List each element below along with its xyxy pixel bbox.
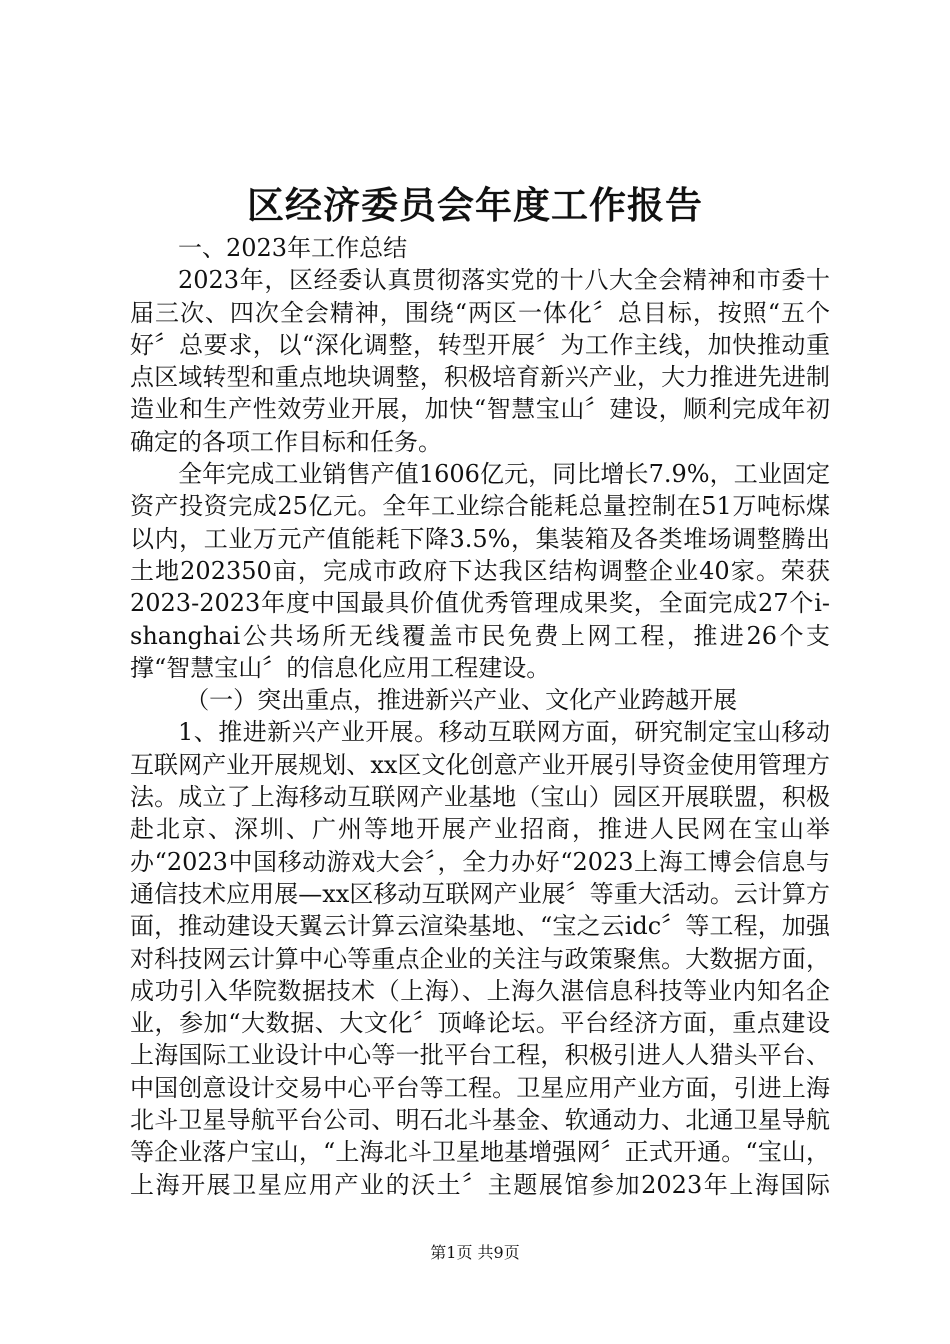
paragraph-overview: 2023年，区经委认真贯彻落实党的十八大全会精神和市委十届三次、四次全会精神，围绕“两区一体化〞总目标，按照“五个好〞总要求，以“深化调整，转型开展〞为工作主线，加快推动重点区域转型和重点地块调整，积极培育新兴产业，大力推进先进制造业和生产性效劳业开展，加快“智慧宝山〞建设，顺利完成年初确定的各项工作目标和任务。 [130, 266, 830, 456]
paragraph-statistics: 全年完成工业销售产值1606亿元，同比增长7.9%，工业固定资产投资完成25亿元。全年工业综合能耗总量控制在51万吨标煤以内，工业万元产值能耗下降3.5%，集装箱及各类堆场调整腾出土地202350亩，完成市政府下达我区结构调整企业40家。荣获2023-2023年度中国最具价值优秀管理成果奖，全面完成27个i-shanghai公共场所无线覆盖市民免费上网工程，推进26个支撑“智慧宝山〞的信息化应用工程建设。 [130, 460, 830, 682]
section-heading-summary: 一、2023年工作总结 [178, 234, 408, 262]
paragraph-emerging-industries: 1、推进新兴产业开展。移动互联网方面，研究制定宝山移动互联网产业开展规划、xx区文化创意产业开展引导资金使用管理方法。成立了上海移动互联网产业基地（宝山）园区开展联盟，积极赴北京、深圳、广州等地开展产业招商，推进人民网在宝山举办“2023中国移动游戏大会〞，全力办好“2023上海工博会信息与通信技术应用展—xx区移动互联网产业展〞等重大活动。云计算方面，推动建设天翼云计算云渲染基地、“宝之云idc〞等工程，加强对科技网云计算中心等重点企业的关注与政策聚焦。大数据方面，成功引入华院数据技术（上海）、上海久湛信息科技等业内知名企业，参加“大数据、大文化〞顶峰论坛。平台经济方面，重点建设上海国际工业设计中心等一批平台工程，积极引进人人猎头平台、中国创意设计交易中心平台等工程。卫星应用产业方面，引进上海北斗卫星导航平台公司、明石北斗基金、软通动力、北通卫星导航等企业落户宝山，“上海北斗卫星地基增强网〞正式开通。“宝山，上海开展卫星应用产业的沃土〞主题展馆参加2023年上海国际 [130, 718, 830, 1199]
subsection-heading-emerging-industries: （一）突出重点，推进新兴产业、文化产业跨越开展 [185, 686, 738, 715]
document-title: 区经济委员会年度工作报告 [247, 183, 703, 227]
page-number-footer: 第1页 共9页 [430, 1243, 520, 1262]
document-body [130, 232, 830, 1201]
